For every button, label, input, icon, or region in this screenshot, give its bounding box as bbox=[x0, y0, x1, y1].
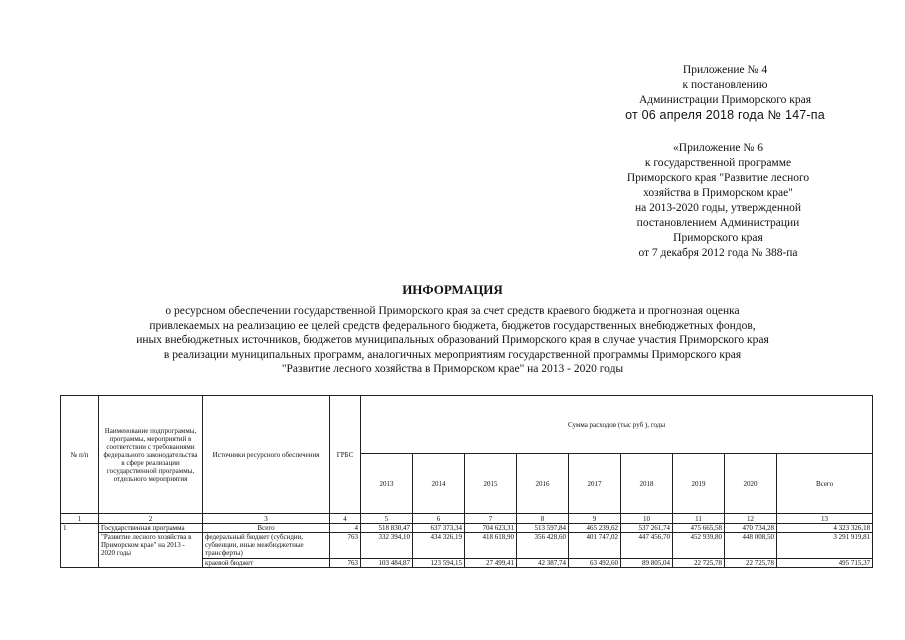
header-source: Источники ресурсного обеспечения bbox=[203, 396, 330, 514]
column-index: 6 bbox=[413, 514, 465, 524]
source-cell: краевой бюджет bbox=[203, 559, 330, 568]
year-header: 2020 bbox=[725, 454, 777, 514]
amount-cell: 470 734,28 bbox=[725, 524, 777, 533]
header-name: Наименование подпрограммы, программы, мероприятий в соответствии с требованиями федерального законодательства в сфере реализации государственной программы, отдельного мероприятия bbox=[99, 396, 203, 514]
total-cell: 495 715,37 bbox=[777, 559, 873, 568]
appendix-4-ref: к постановлению bbox=[682, 79, 768, 91]
year-header: 2016 bbox=[517, 454, 569, 514]
amount-cell: 637 373,34 bbox=[413, 524, 465, 533]
amount-cell: 475 665,58 bbox=[673, 524, 725, 533]
appendix-6-block bbox=[588, 141, 848, 261]
year-header: 2013 bbox=[361, 454, 413, 514]
program-name-line1: Государственная программа bbox=[99, 524, 203, 533]
amount-cell: 89 805,04 bbox=[621, 559, 673, 568]
column-index: 1 bbox=[61, 514, 99, 524]
subtitle-line: иных внебюджетных источников, бюджетов муниципальных образований Приморского края в случае участия Приморского края bbox=[136, 334, 769, 346]
program-name-line2: "Развитие лесного хозяйства в Приморском крае" на 2013 - 2020 годы bbox=[99, 533, 203, 568]
appendix-4-block bbox=[610, 63, 840, 123]
amount-cell: 22 725,78 bbox=[673, 559, 725, 568]
table-row-total bbox=[61, 524, 873, 533]
amount-cell: 447 456,70 bbox=[621, 533, 673, 559]
amount-cell: 465 239,62 bbox=[569, 524, 621, 533]
year-header: 2019 bbox=[673, 454, 725, 514]
year-header: 2015 bbox=[465, 454, 517, 514]
year-header: 2018 bbox=[621, 454, 673, 514]
column-index: 11 bbox=[673, 514, 725, 524]
column-index: 2 bbox=[99, 514, 203, 524]
document-subtitle bbox=[40, 304, 865, 377]
amount-cell: 513 597,84 bbox=[517, 524, 569, 533]
column-index: 8 bbox=[517, 514, 569, 524]
total-cell: 4 323 326,18 bbox=[777, 524, 873, 533]
amount-cell: 434 326,19 bbox=[413, 533, 465, 559]
year-header: 2017 bbox=[569, 454, 621, 514]
amount-cell: 332 394,10 bbox=[361, 533, 413, 559]
amount-cell: 42 387,74 bbox=[517, 559, 569, 568]
amount-cell: 704 623,31 bbox=[465, 524, 517, 533]
appendix-4-authority: Администрации Приморского края bbox=[639, 94, 811, 106]
subtitle-line: о ресурсном обеспечении государственной Приморского края за счет средств краевого бюджета и прогнозная оценка bbox=[165, 305, 740, 317]
column-index: 10 bbox=[621, 514, 673, 524]
header-no: № п/п bbox=[61, 396, 99, 514]
appendix-6-line: постановлением Администрации bbox=[636, 217, 800, 229]
total-cell: 3 291 919,81 bbox=[777, 533, 873, 559]
column-index: 5 bbox=[361, 514, 413, 524]
column-index-row bbox=[61, 514, 873, 524]
amount-cell: 518 830,47 bbox=[361, 524, 413, 533]
appendix-4-date: от 06 апреля 2018 года № 147-па bbox=[625, 108, 825, 122]
header-sum: Сумма расходов (тыс руб ), годы bbox=[361, 396, 873, 454]
header-grbs: ГРБС bbox=[330, 396, 361, 514]
amount-cell: 401 747,02 bbox=[569, 533, 621, 559]
subtitle-line: "Развитие лесного хозяйства в Приморском крае" на 2013 - 2020 годы bbox=[281, 363, 624, 375]
appendix-6-line: «Приложение № 6 bbox=[673, 142, 763, 154]
amount-cell: 418 618,90 bbox=[465, 533, 517, 559]
subtitle-line: привлекаемых на реализацию ее целей средств федерального бюджета, бюджетов государственных внебюджетных фондов, bbox=[149, 319, 756, 332]
source-cell: Всего bbox=[203, 524, 330, 533]
document-title: ИНФОРМАЦИЯ bbox=[402, 282, 503, 297]
year-header: 2014 bbox=[413, 454, 465, 514]
appendix-6-line: хозяйства в Приморском крае" bbox=[643, 187, 793, 199]
column-index: 12 bbox=[725, 514, 777, 524]
resource-table bbox=[60, 395, 873, 568]
column-index: 3 bbox=[203, 514, 330, 524]
total-header: Всего bbox=[777, 454, 873, 514]
amount-cell: 22 725,78 bbox=[725, 559, 777, 568]
appendix-4-title: Приложение № 4 bbox=[682, 64, 768, 76]
grbs-cell: 763 bbox=[330, 559, 361, 568]
header-row bbox=[61, 396, 873, 454]
row-number: 1 bbox=[61, 524, 99, 568]
amount-cell: 27 499,41 bbox=[465, 559, 517, 568]
column-index: 13 bbox=[777, 514, 873, 524]
column-index: 7 bbox=[465, 514, 517, 524]
amount-cell: 103 484,87 bbox=[361, 559, 413, 568]
appendix-6-line: Приморского края "Развитие лесного bbox=[626, 172, 810, 184]
column-index: 4 bbox=[330, 514, 361, 524]
amount-cell: 537 261,74 bbox=[621, 524, 673, 533]
appendix-6-line: к государственной программе bbox=[644, 157, 792, 169]
appendix-6-line: от 7 декабря 2012 года № 388-па bbox=[638, 247, 798, 259]
amount-cell: 63 492,60 bbox=[569, 559, 621, 568]
subtitle-line: в реализации муниципальных программ, аналогичных мероприятиям государственной программы Приморского края bbox=[163, 348, 742, 361]
source-cell: федеральный бюджет (субсидии, субвенции, иные межбюджетные трансферты) bbox=[203, 533, 330, 559]
amount-cell: 356 428,60 bbox=[517, 533, 569, 559]
amount-cell: 123 594,15 bbox=[413, 559, 465, 568]
column-index: 9 bbox=[569, 514, 621, 524]
appendix-6-line: Приморского края bbox=[673, 232, 763, 244]
amount-cell: 452 939,80 bbox=[673, 533, 725, 559]
grbs-cell: 4 bbox=[330, 524, 361, 533]
appendix-6-line: на 2013-2020 годы, утвержденной bbox=[634, 202, 802, 214]
grbs-cell: 763 bbox=[330, 533, 361, 559]
amount-cell: 448 008,50 bbox=[725, 533, 777, 559]
table-row-federal bbox=[61, 533, 873, 559]
